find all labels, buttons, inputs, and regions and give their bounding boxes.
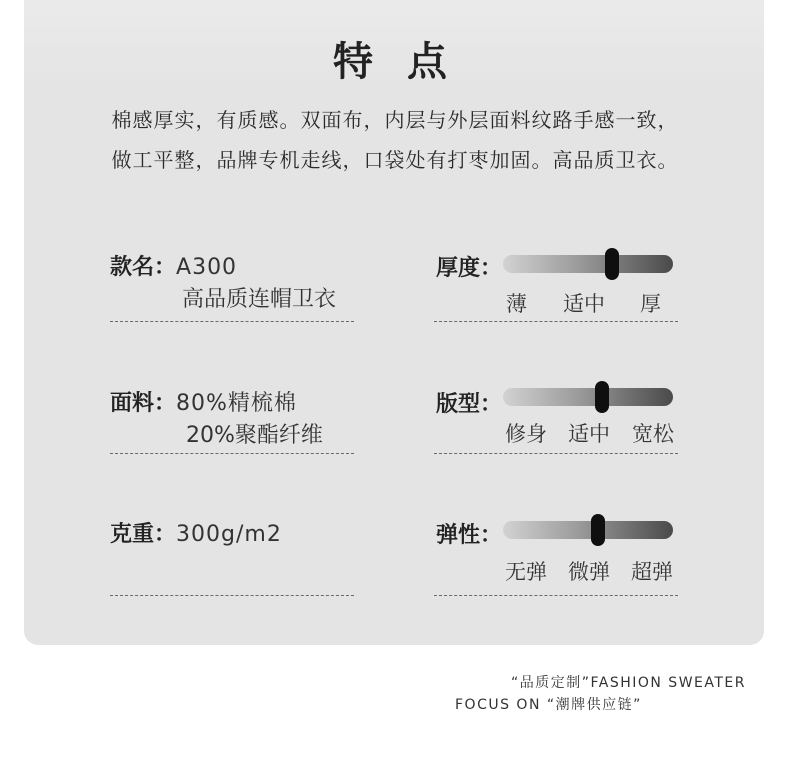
spec-model-label: 款名：	[110, 255, 177, 280]
divider	[110, 453, 354, 454]
gauge-fit-scale-high: 宽松	[632, 422, 674, 446]
divider	[110, 595, 354, 596]
spec-model-value-2: 高品质连帽卫衣	[182, 287, 337, 312]
features-card	[24, 0, 764, 645]
gauge-thickness-scale-mid: 适中	[563, 292, 605, 316]
spec-fabric	[110, 386, 297, 417]
spec-weight-value: 300g/m2	[176, 522, 282, 547]
spec-model	[110, 250, 237, 281]
page-title: 特 点	[333, 39, 457, 85]
gauge-fit-bar	[503, 388, 673, 406]
gauge-fit-knob	[595, 381, 609, 413]
gauge-elasticity-label: 弹性：	[436, 523, 503, 548]
divider	[110, 321, 354, 322]
spec-fabric-label: 面料：	[110, 391, 177, 416]
divider	[434, 453, 678, 454]
gauge-elasticity-knob	[591, 514, 605, 546]
gauge-elasticity-bar	[503, 521, 673, 539]
gauge-thickness-knob	[605, 248, 619, 280]
divider	[434, 321, 678, 322]
gauge-thickness-scale-low: 薄	[506, 292, 527, 316]
footer-line-2: FOCUS ON “潮牌供应链”	[455, 697, 642, 713]
description-line-1: 棉感厚实，有质感。双面布，内层与外层面料纹路手感一致，	[111, 108, 679, 132]
spec-model-value-1: A300	[176, 255, 238, 280]
gauge-elasticity-scale-high: 超弹	[631, 560, 673, 584]
gauge-elasticity-scale-mid: 微弹	[568, 560, 610, 584]
gauge-fit-label: 版型：	[436, 392, 503, 417]
spec-weight	[110, 517, 282, 548]
gauge-fit-scale-low: 修身	[505, 422, 547, 446]
gauge-thickness-bar	[503, 255, 673, 273]
spec-weight-label: 克重：	[110, 522, 177, 547]
gauge-elasticity-scale-low: 无弹	[505, 560, 547, 584]
divider	[434, 595, 678, 596]
spec-fabric-value-1: 80%精梳棉	[176, 391, 297, 416]
description-line-2: 做工平整，品牌专机走线，口袋处有打枣加固。高品质卫衣。	[111, 148, 679, 172]
gauge-fit-scale-mid: 适中	[568, 422, 610, 446]
gauge-thickness-scale-high: 厚	[640, 292, 661, 316]
footer-line-1: “品质定制”FASHION SWEATER	[510, 675, 746, 691]
spec-fabric-value-2: 20%聚酯纤维	[186, 423, 323, 448]
gauge-thickness-label: 厚度：	[436, 256, 503, 281]
